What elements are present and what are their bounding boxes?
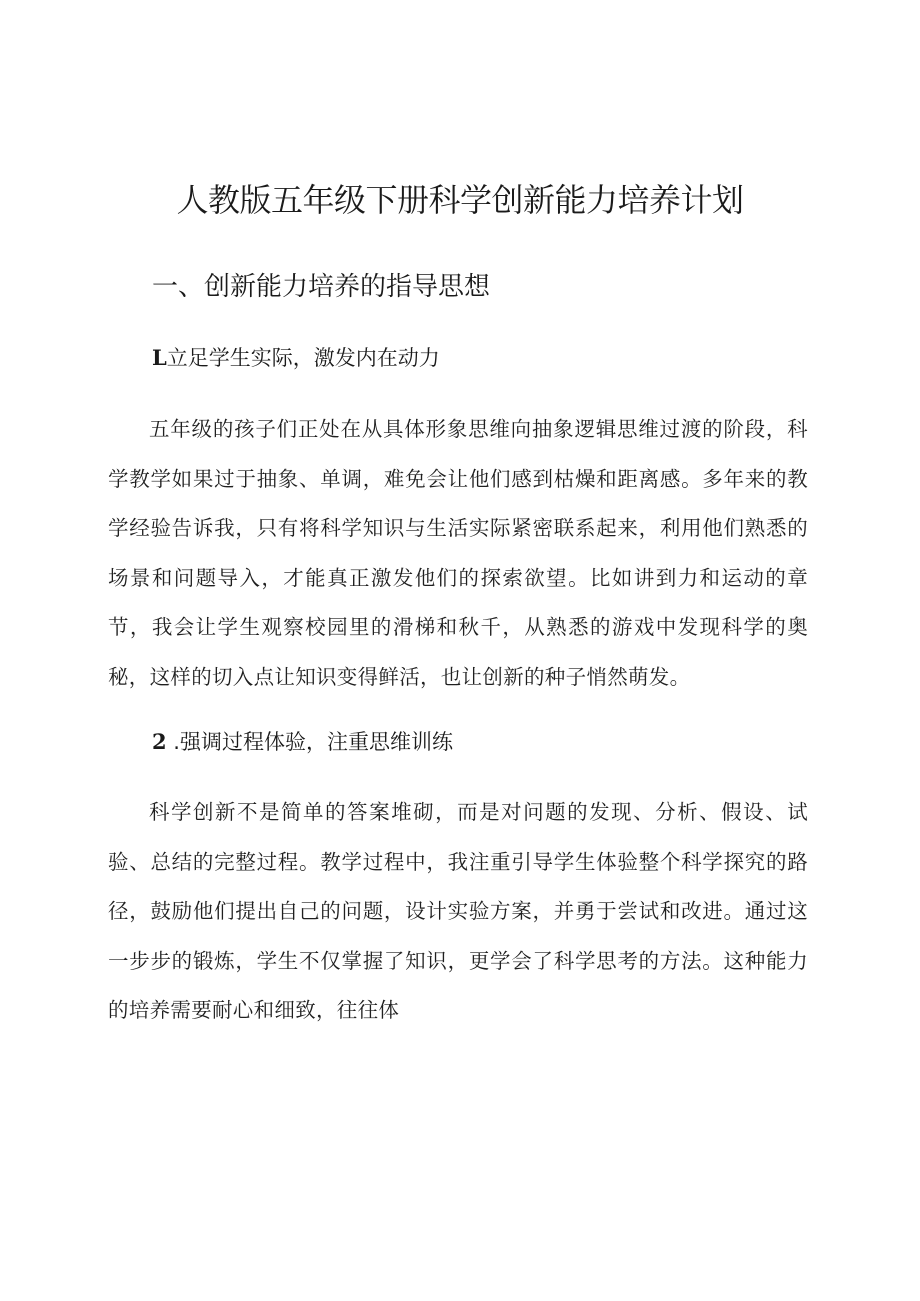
section-heading: 一、创新能力培养的指导思想 [152,272,491,302]
body-paragraph-1: 五年级的孩子们正处在从具体形象思维向抽象逻辑思维过渡的阶段，科学教学如果过于抽象、单调，难免会让他们感到枯燥和距离感。多年来的教学经验告诉我，只有将科学知识与生活实际紧密联系起来，利用他们熟悉的场景和问题导入，才能真正激发他们的探索欲望。比如讲到力和运动的章节，我会让学生观察校园里的滑梯和秋千，从熟悉的游戏中发现科学的奥秘，这样的切入点让知识变得鲜活，也让创新的种子悄然萌发。 [108,417,808,689]
subsection-title-2: .强调过程体验，注重思维训练 [166,730,453,754]
body-paragraph-2: 科学创新不是简单的答案堆砌，而是对问题的发现、分析、假设、试验、总结的完整过程。教学过程中，我注重引导学生体验整个科学探究的路径，鼓励他们提出自己的问题，设计实验方案，并勇于尝试和改进。通过这一步步的锻炼，学生不仅掌握了知识，更学会了科学思考的方法。这种能力的培养需要耐心和细致，往往体 [108,800,808,1022]
subsection-number-1: L [152,345,167,370]
subsection-heading-1 [152,341,440,375]
document-title: 人教版五年级下册科学创新能力培养计划 [176,181,744,219]
subsection-title-1: 立足学生实际，激发内在动力 [166,346,440,370]
subsection-number-2: 2 [152,729,167,754]
subsection-heading-2 [152,725,453,759]
